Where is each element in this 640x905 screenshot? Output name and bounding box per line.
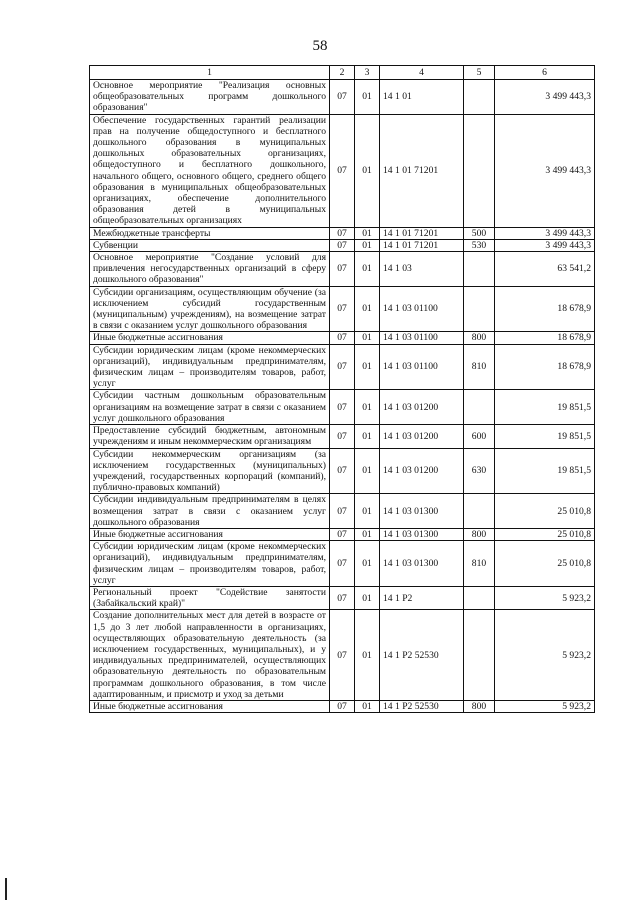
- subsection-code-cell: 01: [355, 344, 380, 390]
- amount-cell: 3 499 443,3: [495, 80, 595, 115]
- section-code-cell: 07: [330, 528, 355, 540]
- amount-cell: 63 541,2: [495, 252, 595, 287]
- target-article-cell: 14 1 03 01100: [380, 286, 464, 332]
- amount-cell: 25 010,8: [495, 541, 595, 587]
- target-article-cell: 14 1 03 01100: [380, 344, 464, 390]
- subsection-code-cell: 01: [355, 332, 380, 344]
- target-article-cell: 14 1 03 01200: [380, 448, 464, 494]
- section-code-cell: 07: [330, 541, 355, 587]
- expense-name-cell: Субсидии юридическим лицам (кроме некоммерческих организаций), индивидуальным предпринимателям, физическим лицам – производителям товаров, работ, услуг: [90, 541, 330, 587]
- amount-cell: 18 678,9: [495, 286, 595, 332]
- table-row: [90, 586, 595, 609]
- section-code-cell: 07: [330, 425, 355, 448]
- subsection-code-cell: 01: [355, 252, 380, 287]
- expense-name-cell: Субсидии некоммерческим организациям (за исключением государственных (муниципальных) учреждений, государственных корпораций (компаний), публично-правовых компаний): [90, 448, 330, 494]
- subsection-code-cell: 01: [355, 700, 380, 712]
- expense-type-cell: 800: [464, 332, 495, 344]
- column-header: 3: [355, 66, 380, 80]
- section-code-cell: 07: [330, 239, 355, 251]
- expense-type-cell: [464, 286, 495, 332]
- table-row: [90, 332, 595, 344]
- amount-cell: 5 923,2: [495, 700, 595, 712]
- subsection-code-cell: 01: [355, 541, 380, 587]
- subsection-code-cell: 01: [355, 494, 380, 529]
- subsection-code-cell: 01: [355, 80, 380, 115]
- expense-name-cell: Основное мероприятие "Реализация основных общеобразовательных программ дошкольного образования": [90, 80, 330, 115]
- expense-type-cell: [464, 114, 495, 227]
- target-article-cell: 14 1 03 01200: [380, 390, 464, 425]
- expense-type-cell: 800: [464, 700, 495, 712]
- section-code-cell: 07: [330, 610, 355, 701]
- expense-name-cell: Субсидии юридическим лицам (кроме некоммерческих организаций), индивидуальным предпринимателям, физическим лицам – производителям товаров, работ, услуг: [90, 344, 330, 390]
- scan-edge-mark: [5, 878, 7, 900]
- table-row: [90, 610, 595, 701]
- section-code-cell: 07: [330, 448, 355, 494]
- target-article-cell: 14 1 03 01200: [380, 425, 464, 448]
- expense-type-cell: [464, 80, 495, 115]
- table-row: [90, 700, 595, 712]
- section-code-cell: 07: [330, 227, 355, 239]
- amount-cell: 18 678,9: [495, 344, 595, 390]
- target-article-cell: 14 1 01 71201: [380, 227, 464, 239]
- target-article-cell: 14 1 03 01300: [380, 528, 464, 540]
- column-header: 1: [90, 66, 330, 80]
- subsection-code-cell: 01: [355, 390, 380, 425]
- target-article-cell: 14 1 01 71201: [380, 114, 464, 227]
- expense-name-cell: Субсидии индивидуальным предпринимателям в целях возмещения затрат в связи с оказанием услуг дошкольного образования: [90, 494, 330, 529]
- amount-cell: 18 678,9: [495, 332, 595, 344]
- amount-cell: 19 851,5: [495, 425, 595, 448]
- subsection-code-cell: 01: [355, 610, 380, 701]
- subsection-code-cell: 01: [355, 586, 380, 609]
- expense-name-cell: Создание дополнительных мест для детей в возрасте от 1,5 до 3 лет любой направленности в организациях, осуществляющих образовательную деятельность (за исключением государственных, муниципальных), и у индивидуальных предпринимателей, осуществляющих образовательную деятельность по образовательным программам дошкольного образования, в том числе адаптированным, и присмотр и уход за детьми: [90, 610, 330, 701]
- table-row: [90, 390, 595, 425]
- amount-cell: 19 851,5: [495, 448, 595, 494]
- expense-name-cell: Субвенции: [90, 239, 330, 251]
- expense-type-cell: 500: [464, 227, 495, 239]
- expense-type-cell: [464, 610, 495, 701]
- subsection-code-cell: 01: [355, 239, 380, 251]
- expense-name-cell: Основное мероприятие "Создание условий для привлечения негосударственных организаций в сферу дошкольного образования": [90, 252, 330, 287]
- expense-name-cell: Межбюджетные трансферты: [90, 227, 330, 239]
- expense-name-cell: Субсидии частным дошкольным образовательным организациям на возмещение затрат в связи с оказанием услуг дошкольного образования: [90, 390, 330, 425]
- amount-cell: 5 923,2: [495, 586, 595, 609]
- expense-name-cell: Иные бюджетные ассигнования: [90, 332, 330, 344]
- table-row: [90, 494, 595, 529]
- target-article-cell: 14 1 03: [380, 252, 464, 287]
- expense-name-cell: Иные бюджетные ассигнования: [90, 700, 330, 712]
- section-code-cell: 07: [330, 700, 355, 712]
- section-code-cell: 07: [330, 252, 355, 287]
- expense-type-cell: [464, 586, 495, 609]
- column-header: 5: [464, 66, 495, 80]
- section-code-cell: 07: [330, 286, 355, 332]
- expense-name-cell: Обеспечение государственных гарантий реализации прав на получение общедоступного и бесплатного дошкольного образования в муниципальных дошкольных образовательных организациях, общедоступного и бесплатного дошкольного, начального общего, основного общего, среднего общего образования в муниципальных общеобразовательных организациях, обеспечение дополнительного образования детей в муниципальных общеобразовательных организациях: [90, 114, 330, 227]
- expense-name-cell: Региональный проект "Содействие занятости (Забайкальский край)": [90, 586, 330, 609]
- table-row: [90, 425, 595, 448]
- expense-type-cell: [464, 390, 495, 425]
- target-article-cell: 14 1 01 71201: [380, 239, 464, 251]
- expense-type-cell: 630: [464, 448, 495, 494]
- column-header: 6: [495, 66, 595, 80]
- amount-cell: 5 923,2: [495, 610, 595, 701]
- expense-type-cell: 530: [464, 239, 495, 251]
- section-code-cell: 07: [330, 332, 355, 344]
- amount-cell: 19 851,5: [495, 390, 595, 425]
- table-row: [90, 541, 595, 587]
- table-row: [90, 448, 595, 494]
- budget-table: [89, 65, 595, 713]
- target-article-cell: 14 1 03 01300: [380, 494, 464, 529]
- target-article-cell: 14 1 P2: [380, 586, 464, 609]
- subsection-code-cell: 01: [355, 448, 380, 494]
- expense-name-cell: Иные бюджетные ассигнования: [90, 528, 330, 540]
- expense-type-cell: [464, 252, 495, 287]
- target-article-cell: 14 1 03 01300: [380, 541, 464, 587]
- section-code-cell: 07: [330, 390, 355, 425]
- table-row: [90, 286, 595, 332]
- target-article-cell: 14 1 01: [380, 80, 464, 115]
- subsection-code-cell: 01: [355, 528, 380, 540]
- column-header: 2: [330, 66, 355, 80]
- expense-type-cell: 800: [464, 528, 495, 540]
- table-row: [90, 528, 595, 540]
- expense-type-cell: 810: [464, 541, 495, 587]
- subsection-code-cell: 01: [355, 114, 380, 227]
- subsection-code-cell: 01: [355, 227, 380, 239]
- table-row: [90, 239, 595, 251]
- column-header: 4: [380, 66, 464, 80]
- subsection-code-cell: 01: [355, 425, 380, 448]
- page-number: 58: [312, 38, 328, 54]
- section-code-cell: 07: [330, 114, 355, 227]
- table-row: [90, 80, 595, 115]
- expense-type-cell: [464, 494, 495, 529]
- section-code-cell: 07: [330, 586, 355, 609]
- table-row: [90, 114, 595, 227]
- table-row: [90, 344, 595, 390]
- amount-cell: 25 010,8: [495, 494, 595, 529]
- amount-cell: 3 499 443,3: [495, 239, 595, 251]
- amount-cell: 3 499 443,3: [495, 114, 595, 227]
- amount-cell: 25 010,8: [495, 528, 595, 540]
- section-code-cell: 07: [330, 494, 355, 529]
- section-code-cell: 07: [330, 344, 355, 390]
- table-row: [90, 227, 595, 239]
- expense-name-cell: Предоставление субсидий бюджетным, автономным учреждениям и иным некоммерческим организациям: [90, 425, 330, 448]
- target-article-cell: 14 1 P2 52530: [380, 610, 464, 701]
- subsection-code-cell: 01: [355, 286, 380, 332]
- header-row: [90, 66, 595, 80]
- table-row: [90, 252, 595, 287]
- target-article-cell: 14 1 03 01100: [380, 332, 464, 344]
- expense-type-cell: 810: [464, 344, 495, 390]
- expense-name-cell: Субсидии организациям, осуществляющим обучение (за исключением субсидий государственным (муниципальным) учреждениям), на возмещение затрат в связи с оказанием услуг дошкольного образования: [90, 286, 330, 332]
- target-article-cell: 14 1 P2 52530: [380, 700, 464, 712]
- section-code-cell: 07: [330, 80, 355, 115]
- amount-cell: 3 499 443,3: [495, 227, 595, 239]
- expense-type-cell: 600: [464, 425, 495, 448]
